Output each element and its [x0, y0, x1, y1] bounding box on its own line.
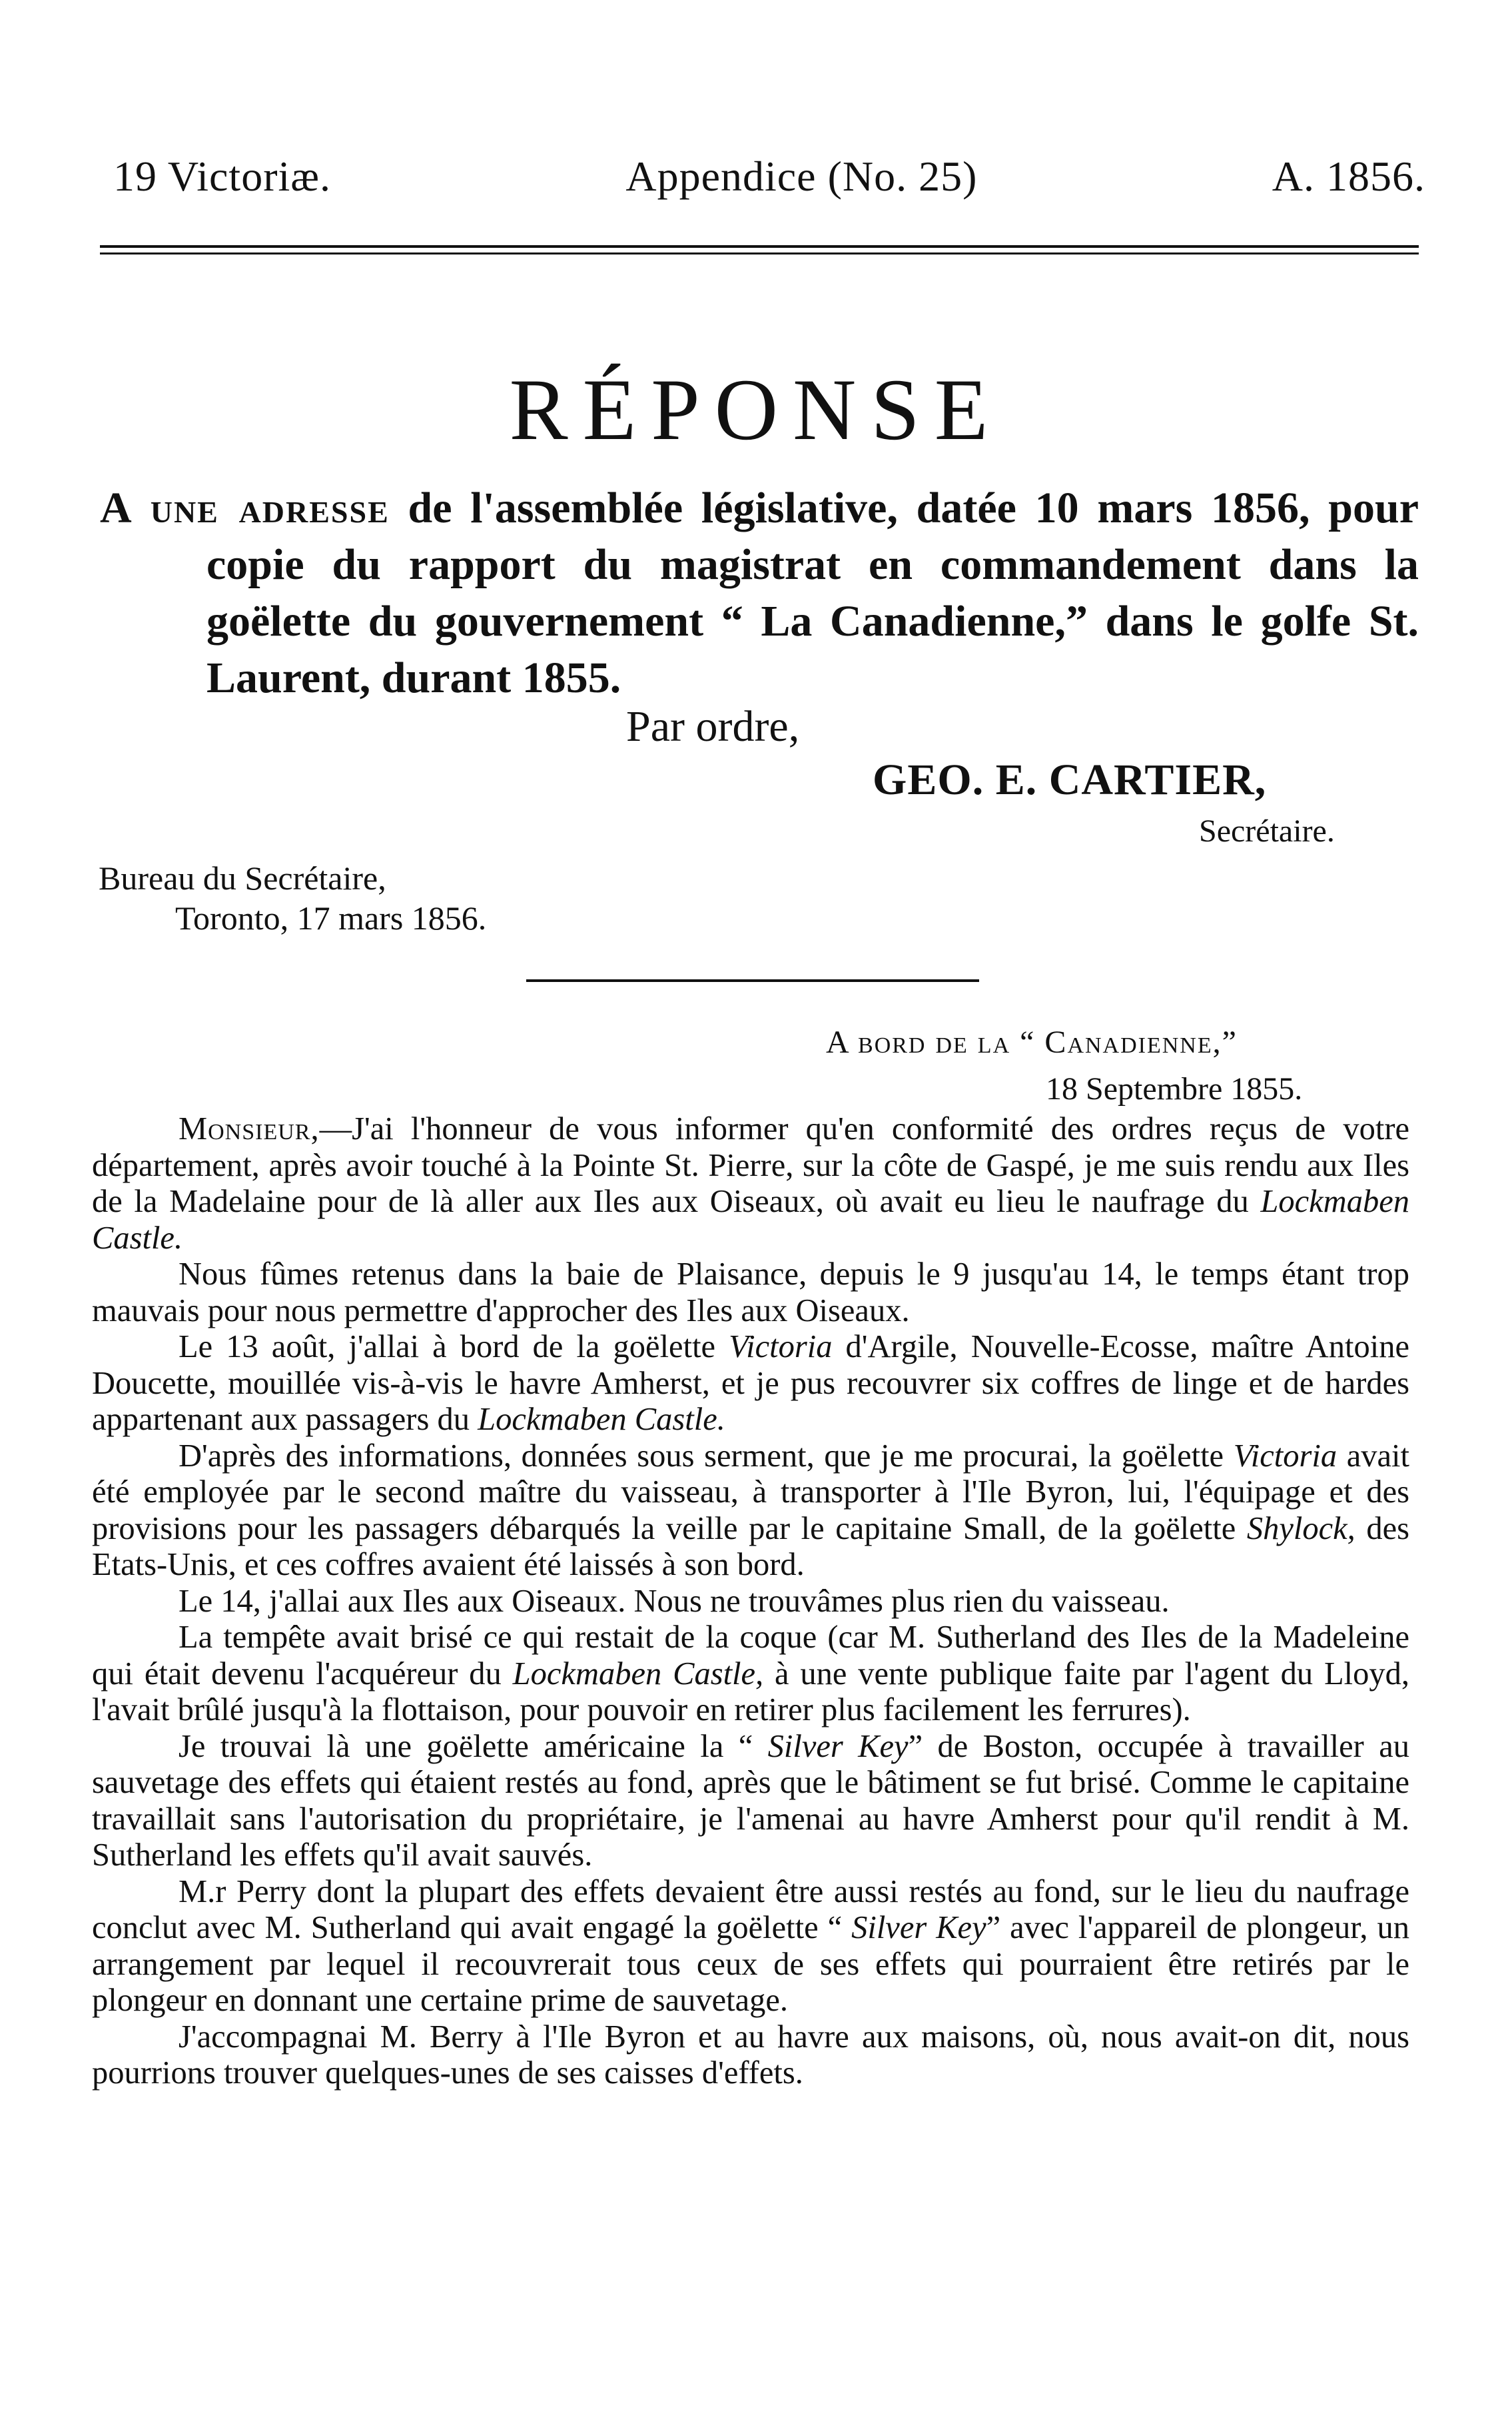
office-line-2: Toronto, 17 mars 1856.	[175, 899, 487, 937]
paragraph-text: Je trouvai là une goëlette américaine la “	[179, 1728, 768, 1764]
letter-paragraph: Le 14, j'allai aux Iles aux Oiseaux. Nous ne trouvâmes plus rien du vaisseau.	[179, 1583, 1170, 1619]
office-line-1: Bureau du Secrétaire,	[99, 859, 386, 897]
page-title: RÉPONSE	[509, 360, 1003, 458]
signatory-title: Secrétaire.	[1199, 813, 1335, 849]
signatory-name: GEO. E. CARTIER,	[873, 755, 1267, 804]
letter-body	[92, 1111, 1409, 2092]
letter-date: 18 Septembre 1855.	[1046, 1071, 1303, 1107]
paragraph-text: des Etats-Unis, et ces coffres avaient été laissés à son bord.	[92, 1510, 1410, 1582]
letter-paragraph	[92, 1874, 1409, 2019]
letter-paragraph	[92, 1620, 1409, 1729]
letter-paragraph	[92, 1111, 1409, 1256]
letter-paragraph: Nous fûmes retenus dans la baie de Plaisance, depuis le 9 jusqu'au 14, le temps étant trop mauvais pour nous permettre d'approcher des Iles aux Oiseaux.	[92, 1256, 1409, 1328]
letter-paragraph	[92, 1438, 1409, 1584]
address-paragraph	[100, 480, 1419, 706]
par-ordre: Par ordre,	[626, 702, 800, 751]
office-location	[99, 858, 486, 938]
letter-paragraph	[92, 1329, 1409, 1438]
section-divider	[526, 979, 979, 982]
paragraph-text: ” avec l'appareil de plongeur, un arrangement par lequel il recouvrerait tous ceux de ses effets qui pourraient être retirés par le plongeur en donnant une certaine prime de sauvetage.	[92, 1910, 1409, 2018]
ship-name: Shylock,	[1246, 1510, 1355, 1546]
paragraph-text: Le 13 août, j'allai à bord de la goëlette	[179, 1329, 729, 1364]
ship-name: Lockmaben Castle.	[92, 1184, 1409, 1256]
address-lead: A une adresse	[100, 484, 390, 532]
paragraph-text: —J'ai l'honneur de vous informer qu'en conformité des ordres reçus de votre département, après avoir touché à la Pointe St. Pierre, sur la côte de Gaspé, je me suis rendu aux Iles de la Madelaine pour de là aller aux Iles aux Oiseaux, où avait eu lieu le naufrage du	[92, 1111, 1409, 1219]
paragraph-text: d'Argile, Nouvelle-Ecosse, maître Antoine Doucette, mouillée vis-à-vis le havre Amherst, et je pus recouvrer six coffres de linge et de hardes appartenant aux passagers du	[92, 1329, 1410, 1437]
letter-paragraph: J'accompagnai M. Berry à l'Ile Byron et au havre aux maisons, où, nous avait-on dit, nous pourrions trouver quelques-unes de ses caisses d'effets.	[92, 2019, 1409, 2091]
address-text-block	[100, 480, 1419, 706]
ship-name: Lockmaben Castle.	[478, 1402, 725, 1437]
paragraph-text: La tempête avait brisé ce qui restait de la coque (car M. Sutherland des Iles de la Madeleine qui était devenu l'acquéreur du	[92, 1620, 1409, 1692]
paragraph-text: D'après des informations, données sous serment, que je me procurai, la goëlette	[179, 1438, 1234, 1474]
running-header	[113, 147, 1425, 207]
letter-paragraph	[92, 1729, 1409, 1874]
header-session: 19 Victoriæ.	[113, 153, 331, 200]
ship-name: Victoria	[1233, 1438, 1337, 1474]
ship-name: Silver Key	[851, 1910, 986, 1945]
salutation: Monsieur,	[179, 1111, 320, 1147]
header-double-rule	[100, 245, 1419, 254]
paragraph-text: à une vente publique faite par l'agent du Lloyd, l'avait brûlé jusqu'à la flottaison, pour pouvoir en retirer plus facilement les ferrures).	[92, 1656, 1409, 1727]
paragraph-text: M.r Perry dont la plupart des effets devaient être aussi restés au fond, sur le lieu du naufrage conclut avec M. Sutherland qui avait engagé la goëlette “	[92, 1873, 1409, 1945]
ship-name: Silver Key	[767, 1728, 909, 1764]
paragraph-text: avait été employée par le second maître du vaisseau, à transporter à l'Ile Byron, lui, l'équipage et des provisions pour les passagers débarqués la veille par le capitaine Small, de la goëlette	[92, 1438, 1409, 1546]
header-appendix: Appendice (No. 25)	[625, 153, 978, 200]
paragraph-text: ” de Boston, occupée à travailler au sauvetage des effets qui étaient restés au fond, après que le bâtiment se fut brisé. Comme le capitaine travaillait sans l'autorisation du propriétaire, je l'amenai au havre Amherst pour qu'il rendit à M. Sutherland les effets qu'il avait sauvés.	[92, 1728, 1409, 1873]
address-text: de l'assemblée législative, datée 10 mars 1856, pour copie du rapport du magistrat en commandement dans la goëlette du gouvernement “ La Canadienne,” dans le golfe St. Laurent, durant 1855.	[206, 484, 1419, 702]
ship-name: Lockmaben Castle,	[512, 1656, 764, 1692]
letter-location: A bord de la “ Canadienne,”	[826, 1025, 1238, 1060]
ship-name: Victoria	[729, 1329, 833, 1364]
header-year: A. 1856.	[1272, 153, 1425, 200]
